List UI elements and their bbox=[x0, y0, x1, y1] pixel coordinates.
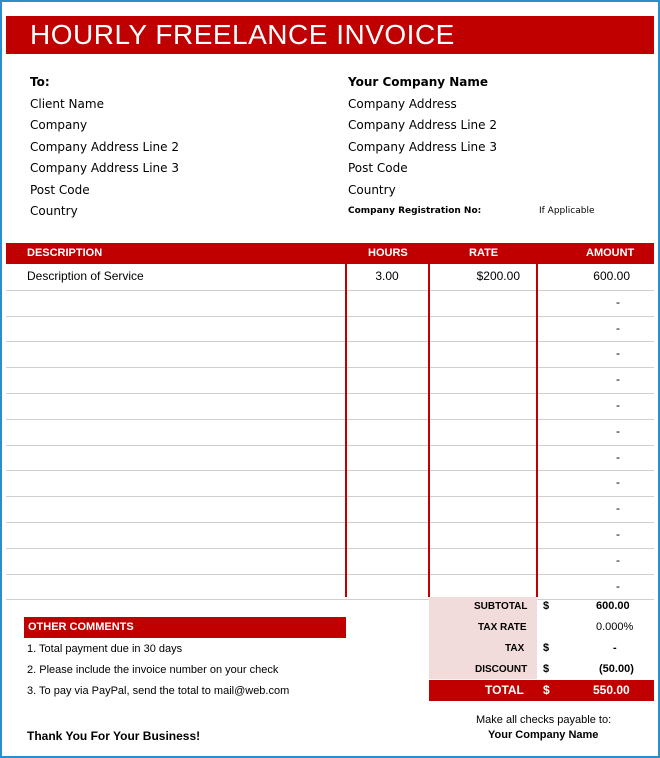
table-row bbox=[6, 341, 654, 342]
discount-label: DISCOUNT bbox=[475, 664, 528, 675]
tax-rate-value: 0.000% bbox=[596, 621, 634, 633]
to-heading: To: bbox=[30, 75, 50, 89]
discount-currency: $ bbox=[543, 663, 550, 675]
row-amount: - bbox=[616, 346, 620, 360]
to-country: Country bbox=[30, 204, 78, 218]
table-row bbox=[6, 599, 654, 600]
row-amount: - bbox=[616, 553, 620, 567]
subtotal-currency: $ bbox=[543, 600, 550, 612]
column-divider bbox=[536, 264, 538, 597]
table-row bbox=[6, 316, 654, 317]
to-address-line-2: Company Address Line 2 bbox=[30, 140, 179, 154]
tax-value: - bbox=[613, 642, 617, 654]
tax-rate-label: TAX RATE bbox=[478, 622, 527, 633]
to-client-name: Client Name bbox=[30, 97, 104, 111]
table-header bbox=[6, 243, 654, 264]
from-heading: Your Company Name bbox=[348, 75, 489, 89]
row-amount: - bbox=[616, 475, 620, 489]
row-amount: - bbox=[616, 398, 620, 412]
row-amount: - bbox=[616, 295, 620, 309]
to-address-line-3: Company Address Line 3 bbox=[30, 161, 179, 175]
table-row bbox=[6, 574, 654, 575]
row-rate: $200.00 bbox=[476, 269, 520, 283]
discount-value: (50.00) bbox=[599, 663, 634, 675]
to-company: Company bbox=[30, 118, 88, 132]
total-currency: $ bbox=[543, 683, 550, 697]
subtotal-label: SUBTOTAL bbox=[474, 601, 528, 612]
row-amount: - bbox=[616, 424, 620, 438]
table-row bbox=[6, 290, 654, 291]
invoice-title: HOURLY FREELANCE INVOICE bbox=[30, 19, 455, 50]
table-row bbox=[6, 522, 654, 523]
column-divider bbox=[345, 264, 347, 597]
payable-label: Make all checks payable to: bbox=[476, 714, 612, 726]
header-hours: HOURS bbox=[368, 247, 408, 259]
row-hours: 3.00 bbox=[375, 269, 399, 283]
comment-item: 3. To pay via PayPal, send the total to mail@web.com bbox=[27, 685, 290, 697]
total-value: 550.00 bbox=[593, 683, 630, 697]
column-divider bbox=[428, 264, 430, 597]
comment-item: 1. Total payment due in 30 days bbox=[27, 643, 183, 655]
from-address: Company Address bbox=[348, 97, 457, 111]
thank-you-message: Thank You For Your Business! bbox=[27, 729, 201, 743]
title-bar bbox=[6, 16, 654, 54]
to-post-code: Post Code bbox=[30, 183, 90, 197]
comments-heading: OTHER COMMENTS bbox=[28, 621, 134, 633]
header-amount: AMOUNT bbox=[586, 247, 635, 259]
total-bar bbox=[429, 680, 654, 701]
tax-label: TAX bbox=[505, 643, 525, 654]
from-country: Country bbox=[348, 183, 396, 197]
table-row bbox=[6, 496, 654, 497]
from-address-line-3: Company Address Line 3 bbox=[348, 140, 497, 154]
header-description: DESCRIPTION bbox=[27, 247, 103, 259]
tax-currency: $ bbox=[543, 642, 550, 654]
row-description: Description of Service bbox=[27, 269, 144, 283]
header-rate: RATE bbox=[469, 247, 499, 259]
row-amount: - bbox=[616, 579, 620, 593]
row-amount: - bbox=[616, 501, 620, 515]
registration-value: If Applicable bbox=[539, 206, 595, 216]
comment-item: 2. Please include the invoice number on your check bbox=[27, 664, 279, 676]
table-row bbox=[6, 445, 654, 446]
row-amount: 600.00 bbox=[593, 269, 630, 283]
table-row bbox=[6, 548, 654, 549]
registration-label: Company Registration No: bbox=[348, 206, 482, 216]
table-row bbox=[6, 393, 654, 394]
total-label: TOTAL bbox=[485, 683, 524, 697]
table-row bbox=[6, 367, 654, 368]
from-address-line-2: Company Address Line 2 bbox=[348, 118, 497, 132]
row-amount: - bbox=[616, 450, 620, 464]
row-amount: - bbox=[616, 321, 620, 335]
comments-bar bbox=[24, 617, 346, 638]
table-row bbox=[6, 470, 654, 471]
row-amount: - bbox=[616, 527, 620, 541]
row-amount: - bbox=[616, 372, 620, 386]
payable-name: Your Company Name bbox=[488, 729, 599, 741]
from-post-code: Post Code bbox=[348, 161, 408, 175]
table-row bbox=[6, 419, 654, 420]
subtotal-value: 600.00 bbox=[596, 600, 630, 612]
